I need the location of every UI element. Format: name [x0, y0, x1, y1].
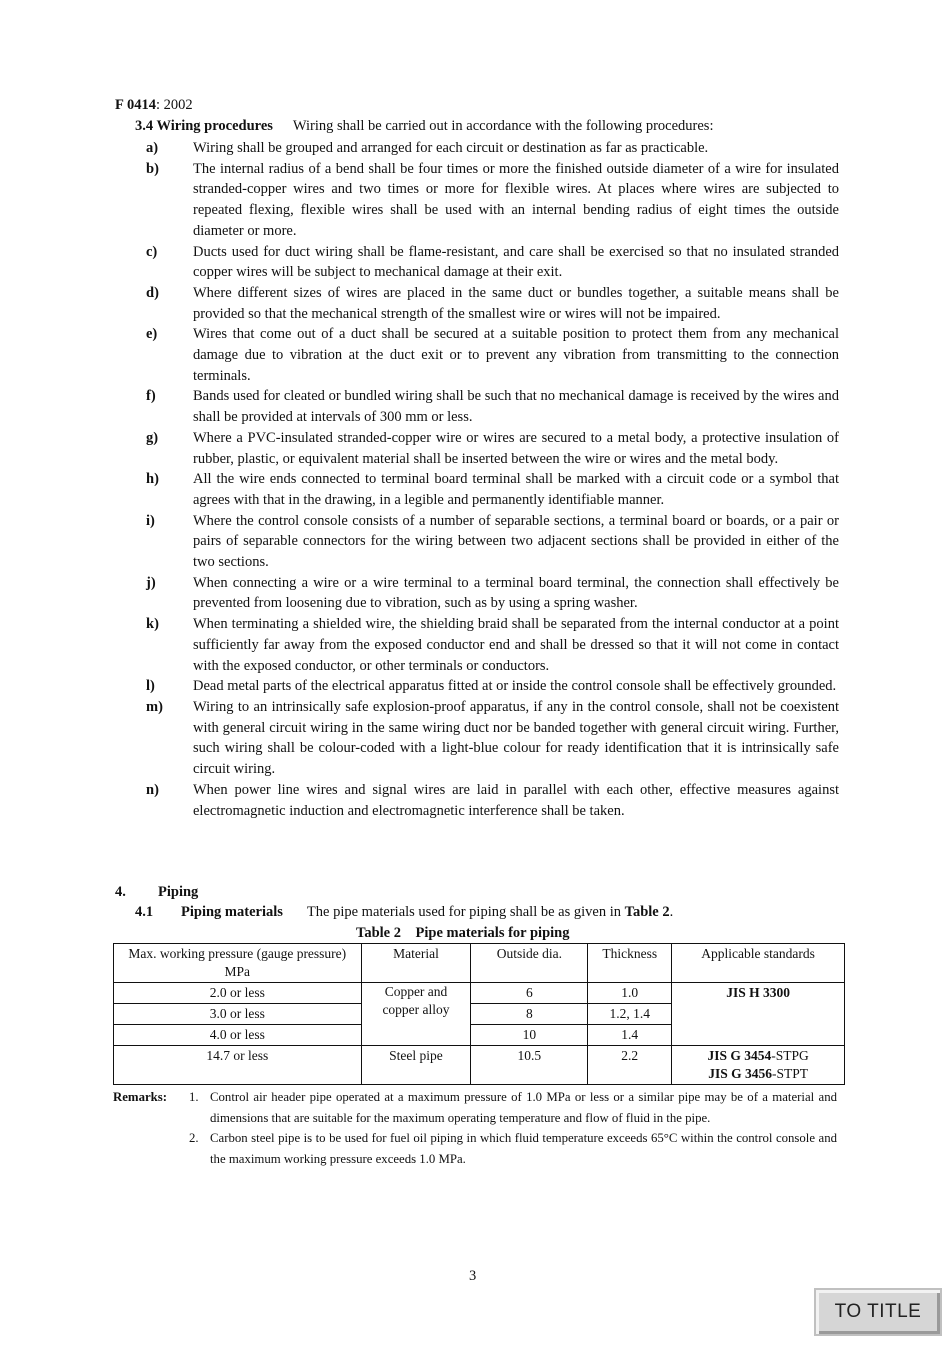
section-number: 4. — [115, 884, 126, 900]
section-3-4-heading — [135, 118, 713, 135]
item-label: h) — [146, 471, 159, 488]
cell-standard-steel — [672, 1046, 845, 1085]
item-label: e) — [146, 326, 158, 343]
table-row — [114, 1046, 845, 1085]
item-text: Wires that come out of a duct shall be secured at a suitable position to protect them from any mechanical damage due to vibration at the duct exit or to prevent any vibration from transmitting to the connection terminals. — [193, 326, 839, 384]
header-material: Material — [361, 944, 471, 983]
standard-suffix: -STPT — [771, 1066, 808, 1081]
header-standards: Applicable standards — [672, 944, 845, 983]
list-item — [0, 324, 839, 386]
item-text: Wiring to an intrinsically safe explosion-proof apparatus, if any in the control console, shall not be coexistent with general circuit wiring in the same wiring duct nor be banded together with general circuit wiring. Further, such wiring shall be colour-coded with a light-blue colour for ready identification that it is intrinsically safe circuit wiring. — [193, 698, 839, 778]
item-text: Wiring shall be grouped and arranged for each circuit or destination as far as practicable. — [193, 140, 709, 156]
header-thickness: Thickness — [588, 944, 672, 983]
cell-material-copper: Copper and copper alloy — [361, 983, 471, 1046]
item-label: f) — [146, 388, 156, 405]
item-label: g) — [146, 429, 159, 446]
item-text: Where a PVC-insulated stranded-copper wire or wires are secured to a metal body, a protective insulation of rubber, plastic, or equivalent material shall be inserted between the wire or wires and the metal body. — [193, 429, 839, 467]
standard-code: JIS G 3454 — [707, 1048, 772, 1063]
header-pressure: Max. working pressure (gauge pressure) MPa — [114, 944, 362, 983]
item-label: b) — [146, 160, 159, 177]
item-text: The internal radius of a bend shall be four times or more the finished outside diameter of a wire for insulated stranded-copper wires and two times or more for flexible wires. At places where wires are subjected to repeated flexing, flexible wires shall be used with an internal bending radius of eight times the outside diameter or more. — [193, 160, 839, 239]
item-label: d) — [146, 284, 159, 301]
section-4-1-heading — [135, 904, 673, 921]
list-item — [0, 469, 839, 510]
cell-material-steel: Steel pipe — [361, 1046, 471, 1085]
item-label: i) — [146, 512, 155, 529]
item-label: n) — [146, 781, 159, 798]
cell-thickness: 1.4 — [588, 1025, 672, 1046]
page-number: 3 — [469, 1268, 477, 1284]
item-text: When terminating a shielded wire, the shielding braid shall be separated from the internal conductor at a point sufficiently far away from the exposed conductor end and shall be dressed so that it will not come in contact with the exposed conductor, or other terminals or conductors. — [193, 616, 839, 674]
section-title: Piping — [158, 884, 199, 900]
list-item — [0, 780, 839, 821]
section-text: The pipe materials used for piping shall be as given in — [306, 904, 625, 920]
list-item — [0, 283, 839, 324]
list-item — [0, 676, 839, 697]
list-item — [0, 697, 839, 780]
pipe-materials-table — [113, 943, 845, 1085]
item-text: All the wire ends connected to terminal board terminal shall be marked with a circuit code or a symbol that agrees with that in the drawing, in a legible and permanently identifiable manner. — [193, 471, 839, 508]
item-text: When power line wires and signal wires are laid in parallel with each other, effective measures against electromagnetic induction and electromagnetic interference shall be taken. — [193, 781, 839, 819]
cell-thickness: 1.0 — [588, 983, 672, 1004]
standard-stpt — [675, 1065, 841, 1083]
remarks-label: Remarks: — [113, 1090, 168, 1104]
header-outside-dia: Outside dia. — [471, 944, 588, 983]
cell-thickness: 1.2, 1.4 — [588, 1004, 672, 1025]
item-text: Ducts used for duct wiring shall be flame-resistant, and care shall be exercised so that no insulated stranded copper wires will be subject to mechanical damage at their exit. — [193, 243, 839, 281]
cell-pressure: 2.0 or less — [114, 983, 362, 1004]
list-item — [0, 138, 839, 159]
item-text: When connecting a wire or a wire terminal to a terminal board terminal, the connection shall effectively be prevented from loosening due to vibration, such as by using a spring washer. — [193, 574, 839, 612]
section-text-end: . — [669, 904, 674, 920]
to-title-label: TO TITLE — [834, 1301, 922, 1322]
standard-suffix: -STPG — [771, 1048, 809, 1063]
table-reference: Table 2 — [624, 904, 670, 920]
cell-outside-dia: 6 — [471, 983, 588, 1004]
doc-year: : 2002 — [155, 97, 193, 113]
item-text: Dead metal parts of the electrical apparatus fitted at or inside the control console shall be effectively grounded. — [193, 678, 837, 695]
remark-text: Carbon steel pipe is to be used for fuel oil piping in which fluid temperature exceeds 65°C within the control console and the maximum working pressure exceeds 1.0 MPa. — [210, 1131, 837, 1166]
list-item — [0, 428, 839, 469]
item-text: Where the control console consists of a number of separable sections, a terminal board or boards, or a pair or pairs of separable connectors for the wiring between two adjacent sections shall be provided in either of the two sections. — [193, 512, 839, 571]
cell-pressure: 4.0 or less — [114, 1025, 362, 1046]
item-label: j) — [146, 574, 156, 591]
list-item — [0, 511, 839, 573]
cell-outside-dia: 10.5 — [471, 1046, 588, 1085]
cell-thickness: 2.2 — [588, 1046, 672, 1085]
standard-stpg — [675, 1047, 841, 1065]
standard-code: JIS G 3456 — [708, 1066, 772, 1081]
item-label: m) — [146, 698, 163, 715]
table-header-row — [114, 944, 845, 983]
cell-outside-dia: 8 — [471, 1004, 588, 1025]
cell-standard-copper: JIS H 3300 — [672, 983, 845, 1046]
doc-code: F 0414 — [115, 97, 156, 113]
cell-pressure: 14.7 or less — [114, 1046, 362, 1085]
section-title: Piping materials — [181, 904, 283, 920]
item-text: Bands used for cleated or bundled wiring shall be such that no mechanical damage is received by the wires and shall be provided at intervals of 300 mm or less. — [193, 388, 839, 426]
remark-item — [113, 1087, 837, 1128]
item-label: c) — [146, 243, 158, 260]
table-row — [114, 983, 845, 1004]
section-4-heading — [115, 884, 198, 901]
item-label: a) — [146, 140, 159, 156]
list-item — [0, 386, 839, 427]
section-intro: Wiring shall be carried out in accordance with the following procedures: — [292, 118, 714, 134]
remark-text: Control air header pipe operated at a maximum pressure of 1.0 MPa or less or a similar pipe may be of a material and dimensions that are suitable for the maximum operating temperature and flow of fluid in the pipe. — [210, 1090, 837, 1125]
list-item — [0, 573, 839, 614]
to-title-button[interactable] — [814, 1288, 942, 1336]
section-number: 4.1 — [135, 904, 154, 920]
remark-item — [113, 1128, 837, 1169]
remark-number: 1. — [189, 1090, 199, 1104]
item-label: k) — [146, 616, 159, 633]
cell-outside-dia: 10 — [471, 1025, 588, 1046]
wiring-procedures-list — [0, 138, 839, 821]
cell-pressure: 3.0 or less — [114, 1004, 362, 1025]
list-item — [0, 242, 839, 283]
table-title: Table 2 Pipe materials for piping — [356, 925, 570, 941]
item-text: Where different sizes of wires are placed in the same duct or bundles together, a suitable means shall be provided so that the mechanical strength of the smallest wire or wires will not be impaired. — [193, 284, 839, 322]
item-label: l) — [146, 678, 155, 695]
section-title: 3.4 Wiring procedures — [135, 118, 273, 134]
list-item — [0, 614, 839, 676]
list-item — [0, 159, 839, 242]
remark-number: 2. — [189, 1131, 199, 1145]
document-identifier — [115, 97, 193, 114]
remarks — [113, 1087, 837, 1169]
